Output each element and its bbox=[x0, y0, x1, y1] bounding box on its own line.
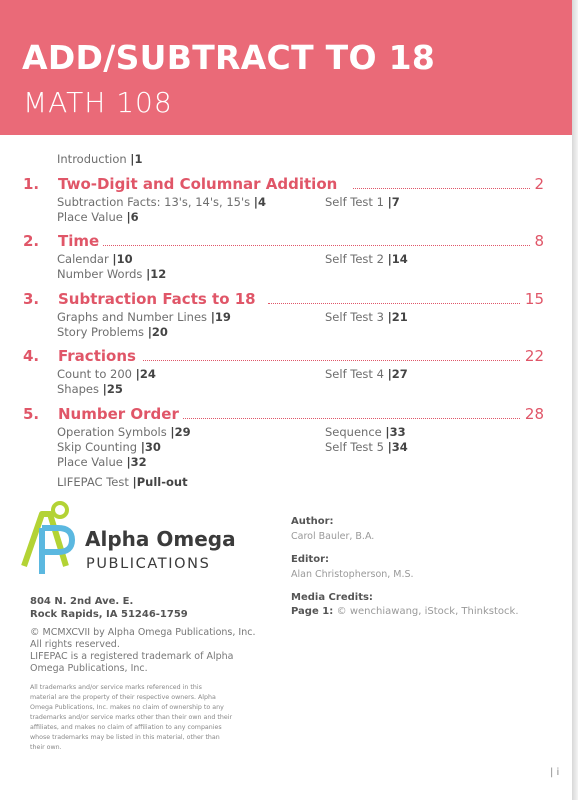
section-page: 28 bbox=[522, 405, 544, 423]
section-number: 4. bbox=[23, 347, 40, 365]
section-page: 2 bbox=[531, 175, 544, 193]
toc-subitem: Subtraction Facts: 13's, 14's, 15's |4 bbox=[57, 195, 266, 209]
section-title: Two-Digit and Columnar Addition bbox=[58, 175, 340, 193]
toc-subitem: Shapes |25 bbox=[57, 382, 123, 396]
leader-dots bbox=[183, 418, 520, 419]
address-line-1: 804 N. 2nd Ave. E. bbox=[30, 596, 134, 607]
toc-subitem: Self Test 3 |21 bbox=[325, 310, 408, 324]
leader-dots bbox=[353, 188, 530, 189]
leader-dots bbox=[143, 360, 520, 361]
leader-dots bbox=[103, 245, 530, 246]
section-number: 1. bbox=[23, 175, 40, 193]
leader-dots bbox=[268, 303, 520, 304]
section-title: Subtraction Facts to 18 bbox=[58, 290, 259, 308]
section-page: 15 bbox=[522, 290, 544, 308]
toc-subitem: Number Words |12 bbox=[57, 267, 167, 281]
address-line-2: Rock Rapids, IA 51246-1759 bbox=[30, 609, 188, 620]
section-title: Time bbox=[58, 232, 102, 250]
page-title: ADD/SUBTRACT TO 18 bbox=[22, 38, 436, 77]
media-credits-label: Media Credits: bbox=[291, 592, 373, 603]
toc-section-2 bbox=[23, 232, 544, 250]
publisher-sub: PUBLICATIONS bbox=[86, 556, 211, 572]
toc-section-5 bbox=[23, 405, 544, 423]
trademark-notice: All trademarks and/or service marks referenced in this material are the property of their respective owners. Alpha Omega Publications, Inc. makes no claim of ownership to any trademarks and/or service marks other than their own and their affiliates, and makes no claim of affiliation to any companies whose trademarks may be listed in this material, other than their own. bbox=[30, 684, 233, 751]
section-title: Number Order bbox=[58, 405, 182, 423]
alpha-omega-ap-logo bbox=[20, 500, 80, 578]
toc-subitem: Calendar |10 bbox=[57, 252, 133, 266]
title-banner bbox=[0, 0, 572, 135]
author-label: Author: bbox=[291, 516, 334, 527]
toc-section-1 bbox=[23, 175, 544, 193]
section-number: 5. bbox=[23, 405, 40, 423]
publisher-name: Alpha Omega bbox=[85, 527, 236, 551]
toc-section-4 bbox=[23, 347, 544, 365]
toc-subitem: Self Test 1 |7 bbox=[325, 195, 400, 209]
toc-subitem: Operation Symbols |29 bbox=[57, 425, 191, 439]
toc-subitem: Skip Counting |30 bbox=[57, 440, 161, 454]
toc-subitem: Place Value |32 bbox=[57, 455, 147, 469]
toc-intro: Introduction |1 bbox=[57, 152, 143, 166]
course-code: MATH 108 bbox=[23, 86, 173, 119]
toc-subitem: Sequence |33 bbox=[325, 425, 406, 439]
editor-label: Editor: bbox=[291, 554, 329, 565]
section-number: 2. bbox=[23, 232, 40, 250]
toc-section-3 bbox=[23, 290, 544, 308]
toc-subitem: Self Test 4 |27 bbox=[325, 367, 408, 381]
section-page: 22 bbox=[522, 347, 544, 365]
copyright-block: © MCMXCVII by Alpha Omega Publications, Inc. All rights reserved. LIFEPAC is a registered trademark of Alpha Omega Publications, Inc. bbox=[30, 627, 256, 674]
section-page: 8 bbox=[531, 232, 544, 250]
toc-subitem: Self Test 2 |14 bbox=[325, 252, 408, 266]
toc-subitem: Place Value |6 bbox=[57, 210, 139, 224]
toc-subitem: Story Problems |20 bbox=[57, 325, 168, 339]
section-title: Fractions bbox=[58, 347, 139, 365]
toc-subitem: Graphs and Number Lines |19 bbox=[57, 310, 231, 324]
page-edge bbox=[572, 0, 578, 800]
media-credits-page: Page 1: © wenchiawang, iStock, Thinkstock. bbox=[291, 606, 519, 617]
toc-subitem: Count to 200 |24 bbox=[57, 367, 156, 381]
page-number: | i bbox=[550, 767, 560, 778]
section-number: 3. bbox=[23, 290, 40, 308]
toc-lifepac-test: LIFEPAC Test |Pull-out bbox=[57, 475, 188, 489]
editor-name: Alan Christopherson, M.S. bbox=[291, 569, 414, 580]
author-name: Carol Bauler, B.A. bbox=[291, 531, 375, 542]
toc-subitem: Self Test 5 |34 bbox=[325, 440, 408, 454]
